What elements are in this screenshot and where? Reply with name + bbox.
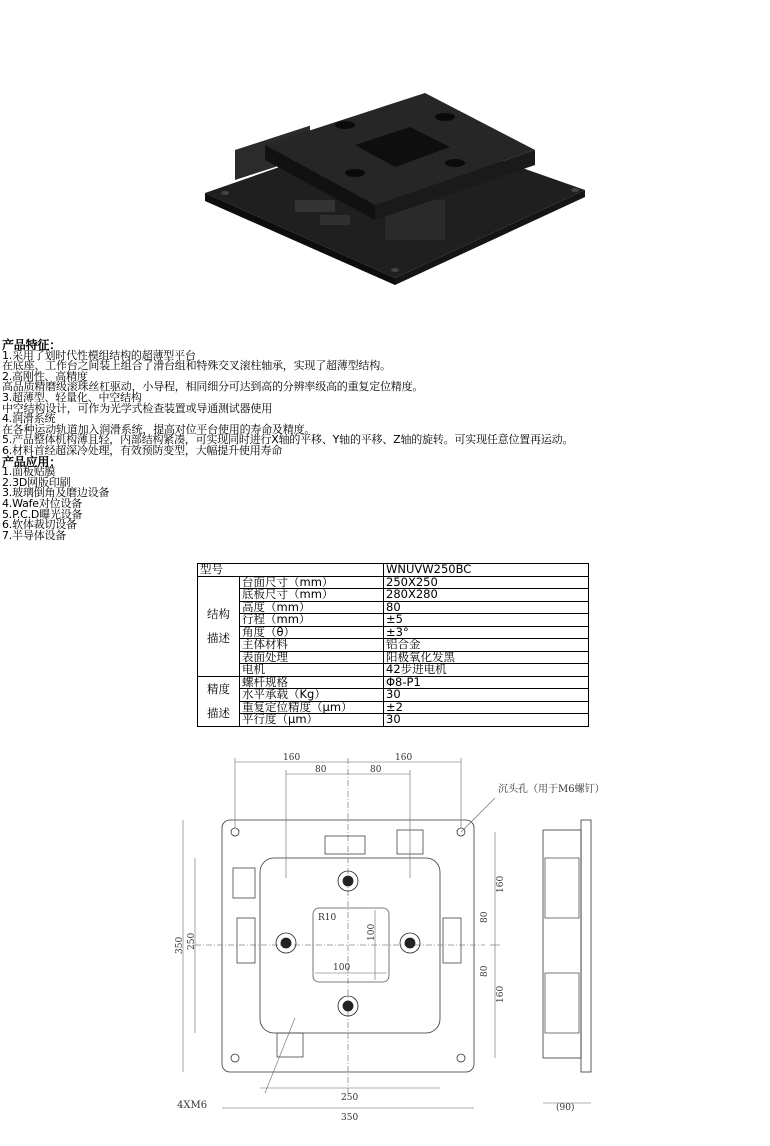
feature-line: 4.润滑系统	[2, 412, 56, 426]
spec-key: 重复定位精度（μm）	[240, 701, 384, 714]
applications-heading: 产品应用：	[2, 454, 62, 469]
spec-value: 30	[384, 689, 589, 702]
dim-160-right: 160	[395, 753, 413, 763]
technical-drawing	[165, 748, 635, 1126]
spec-key: 螺杆规格	[240, 676, 384, 689]
application-line: 7.半导体设备	[2, 528, 67, 542]
spec-value: Φ8-P1	[384, 676, 589, 689]
dim-350-vertical: 350	[175, 936, 185, 954]
dim-100-vertical: 100	[367, 923, 377, 941]
model-value: WNUVW250BC	[384, 564, 589, 577]
dim-160-left: 160	[283, 753, 301, 763]
feature-text-block	[2, 340, 762, 541]
callout-4xm6: 4XM6	[177, 1100, 208, 1111]
dim-80-left: 80	[315, 765, 327, 775]
spec-key: 底板尺寸（mm）	[240, 589, 384, 602]
group-precision-label	[198, 676, 240, 726]
spec-value: 42步进电机	[384, 664, 589, 677]
feature-line: 高品质精磨级滚珠丝杠驱动，小导程，相同细分可达到高的分辨率级高的重复定位精度。	[2, 380, 424, 394]
dim-r10: R10	[318, 913, 337, 923]
spec-value: 铝合金	[384, 639, 589, 652]
spec-key: 台面尺寸（mm）	[240, 576, 384, 589]
spec-key: 行程（mm）	[240, 614, 384, 627]
dim-250-vertical: 250	[187, 932, 197, 950]
spec-value: ±2	[384, 701, 589, 714]
feature-line: 在各种运动轨道加入润滑系统，提高对位平台使用的寿命及精度。	[2, 422, 316, 436]
spec-value: 280X280	[384, 589, 589, 602]
spec-table	[197, 563, 589, 727]
callout-countersink: 沉头孔（用于M6螺钉）	[498, 784, 605, 795]
dim-160-side-bottom: 160	[496, 985, 506, 1003]
feature-line: 3.超薄型、轻量化、中空结构	[2, 390, 142, 404]
dim-350-horizontal: 350	[341, 1113, 359, 1123]
table-row	[198, 714, 589, 727]
group-label-text: 结构描述	[207, 607, 230, 645]
dim-250-horizontal: 250	[341, 1093, 359, 1103]
dim-160-side-top: 160	[496, 875, 506, 893]
application-line: 3.玻璃倒角及磨边设备	[2, 486, 110, 500]
spec-value: 阳极氧化发黑	[384, 651, 589, 664]
application-line: 5.P.C.D曝光设备	[2, 507, 83, 521]
model-label: 型号	[198, 564, 384, 577]
application-line: 4.Wafe对位设备	[2, 496, 83, 510]
dim-80-right: 80	[370, 765, 382, 775]
group-structure-label	[198, 576, 240, 676]
dim-80-side-a: 80	[480, 911, 490, 923]
spec-value: ±3°	[384, 626, 589, 639]
application-line: 1.面板贴膜	[2, 465, 56, 479]
spec-key: 水平承载（Kg）	[240, 689, 384, 702]
spec-value: ±5	[384, 614, 589, 627]
spec-value: 80	[384, 601, 589, 614]
dim-90: (90)	[556, 1103, 575, 1113]
application-line: 2.3D网版印刷	[2, 475, 71, 489]
feature-line: 1.采用了划时代性模组结构的超薄型平台	[2, 348, 196, 362]
spec-key: 主体材料	[240, 639, 384, 652]
feature-line: 2.高刚性、高精度	[2, 369, 88, 383]
dimension-lines	[183, 758, 591, 1108]
features-heading: 产品特征：	[2, 338, 62, 352]
product-render-image	[195, 85, 595, 285]
dim-100-horizontal: 100	[333, 963, 351, 973]
side-view	[543, 830, 581, 1058]
dim-80-side-b: 80	[480, 965, 490, 977]
feature-line: 5.产品整体机构薄且轻，内部结构紧凑，可实现同时进行X轴的平移、Y轴的平移、Z轴的旋转。可实现任意位置再运动。	[2, 433, 574, 447]
group-label-text: 精度描述	[207, 682, 230, 720]
application-line: 6.软体裁切设备	[2, 518, 77, 532]
feature-line: 中空结构设计，可作为光学式检查装置或导通测试器使用	[2, 401, 272, 415]
spec-key: 表面处理	[240, 651, 384, 664]
feature-line: 6.材料首经超深冷处理，有效预防变型，大幅提升使用寿命	[2, 443, 283, 457]
spec-value: 250X250	[384, 576, 589, 589]
spec-key: 角度（θ）	[240, 626, 384, 639]
spec-key: 高度（mm）	[240, 601, 384, 614]
spec-key: 电机	[240, 664, 384, 677]
spec-key: 平行度（μm）	[240, 714, 384, 727]
spec-value: 30	[384, 714, 589, 727]
feature-line: 在底座、工作台之间装上组合了滑台组和特殊交叉滚柱轴承，实现了超薄型结构。	[2, 359, 391, 373]
